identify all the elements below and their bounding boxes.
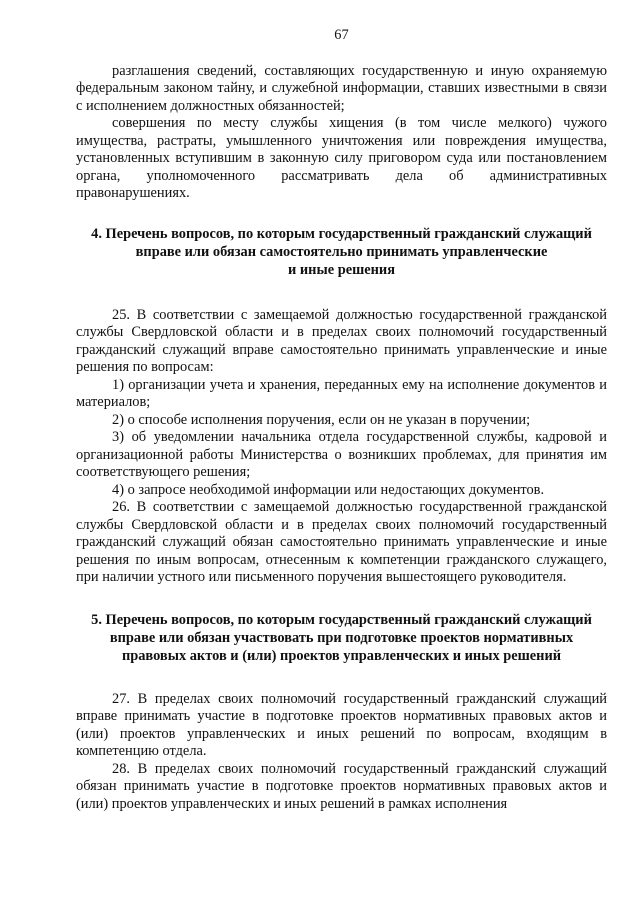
- heading-line: вправе или обязан участвовать при подготовке проектов нормативных: [109, 629, 574, 646]
- paragraph: 25. В соответствии с замещаемой должностью государственной гражданской службы Свердловской области и в пределах своих полномочий государственный гражданский служащий вправе самостоятельно принимать управленческие и иные решения по вопросам:: [76, 306, 607, 375]
- list-item: 4) о запросе необходимой информации или недостающих документов.: [112, 481, 545, 498]
- heading-line: 5. Перечень вопросов, по которым государственный гражданский служащий: [91, 611, 592, 628]
- page-number: 67: [334, 27, 349, 43]
- paragraph: совершения по месту службы хищения (в том числе мелкого) чужого имущества, растраты, умышленного уничтожения или повреждения имущества, установленных вступившим в законную силу приговором суда или постановлением органа, уполномоченного рассматривать дела об административных правонарушениях.: [76, 115, 607, 201]
- paragraph: 28. В пределах своих полномочий государственный гражданский служащий обязан принимать участие в подготовке проектов нормативных правовых актов и (или) проектов управленческих и иных решений в рамках исполнения: [76, 760, 607, 812]
- top-paragraphs: [76, 63, 607, 203]
- section-4-body: [76, 307, 607, 587]
- list-item: 2) о способе исполнения поручения, если он не указан в поручении;: [112, 411, 531, 428]
- heading-line: 4. Перечень вопросов, по которым государственный гражданский служащий: [91, 225, 592, 242]
- paragraph: 27. В пределах своих полномочий государственный гражданский служащий вправе принимать участие в подготовке проектов нормативных правовых актов и (или) проектов управленческих и иных решений по вопросам, входящим в компетенцию отдела.: [76, 690, 607, 759]
- heading-line: вправе или обязан самостоятельно принимать управленческие: [135, 243, 548, 260]
- section-5-body: [76, 691, 607, 814]
- paragraph: 26. В соответствии с замещаемой должностью государственной гражданской службы Свердловской области и в пределах своих полномочий государственный гражданский служащий обязан самостоятельно принимать управленческие и иные решения по иным вопросам, отнесенным к компетенции гражданского служащего, при наличии устного или письменного поручения вышестоящего руководителя.: [76, 499, 607, 585]
- heading-line: правовых актов и (или) проектов управленческих и иных решений: [121, 647, 562, 664]
- section-5-heading: [76, 611, 607, 665]
- list-item: 1) организации учета и хранения, переданных ему на исполнение документов и материалов;: [76, 376, 607, 410]
- paragraph: разглашения сведений, составляющих государственную и иную охраняемую федеральным законом тайну, и служебной информации, ставших известными в связи с исполнением должностных обязанностей;: [76, 62, 607, 114]
- heading-line: и иные решения: [288, 261, 395, 278]
- section-4-heading: [76, 225, 607, 279]
- list-item: 3) об уведомлении начальника отдела государственной службы, кадровой и организационной работы Министерства о возникших проблемах, для принятия им соответствующего решения;: [76, 429, 607, 480]
